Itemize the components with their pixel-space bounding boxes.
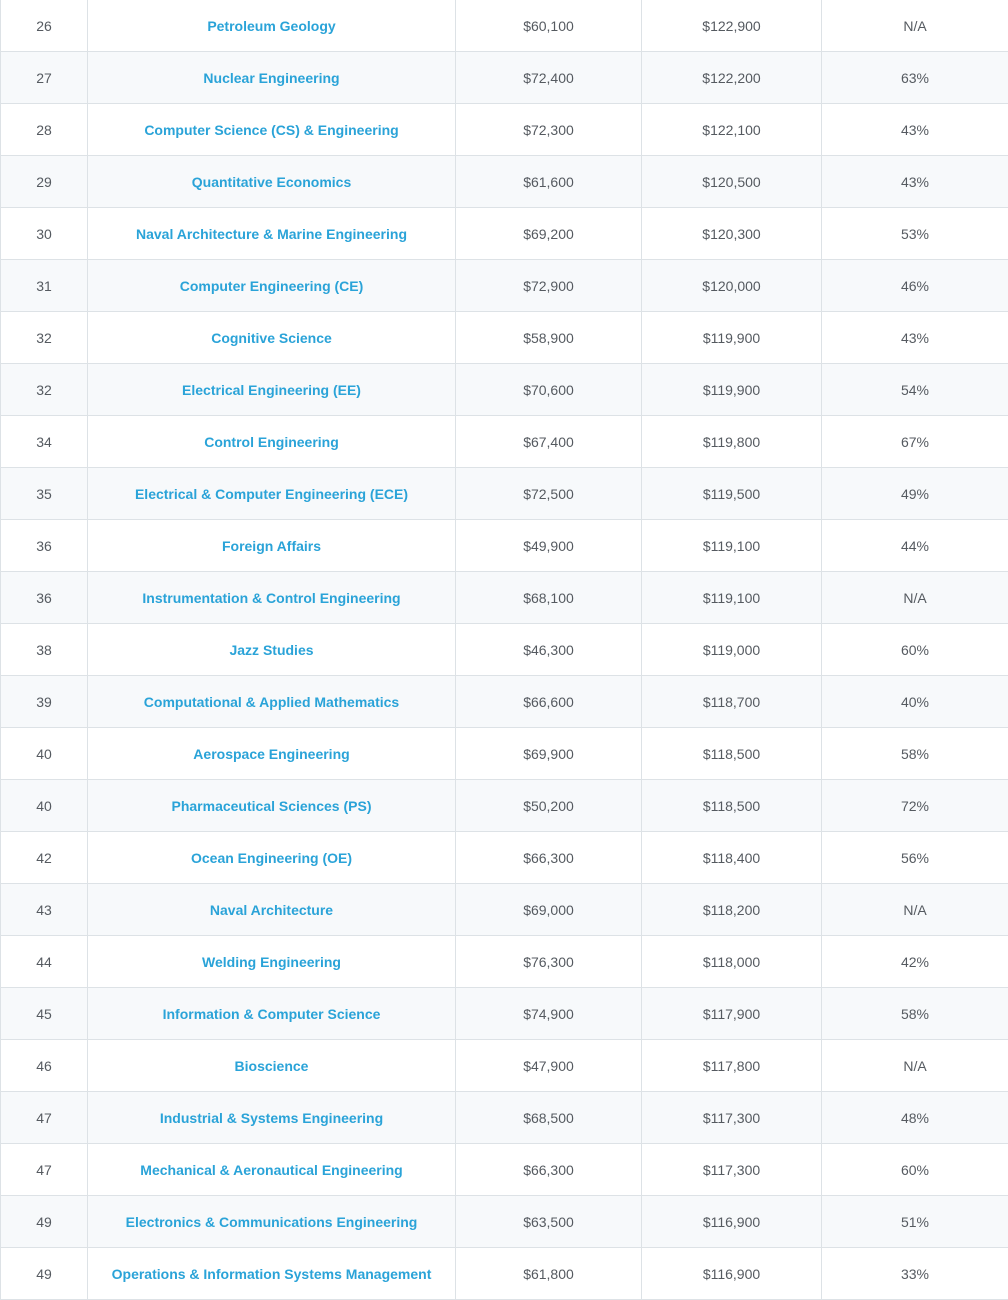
- early-career-pay-cell: $67,400: [456, 416, 642, 467]
- table-row: [1, 780, 1008, 832]
- early-career-pay-cell: $63,500: [456, 1196, 642, 1247]
- early-career-pay-cell: $66,300: [456, 1144, 642, 1195]
- major-cell: [88, 156, 456, 207]
- major-cell: [88, 884, 456, 935]
- high-meaning-cell: 42%: [900, 953, 930, 970]
- early-career-pay-cell: $70,600: [456, 364, 642, 415]
- major-cell: [88, 1196, 456, 1247]
- table-row: [1, 988, 1008, 1040]
- mid-career-pay-cell: $117,900: [642, 988, 822, 1039]
- high-meaning-cell: 56%: [900, 849, 930, 866]
- early-career-pay-cell: $72,300: [456, 104, 642, 155]
- mid-career-pay-cell: $118,200: [642, 884, 822, 935]
- major-cell: [88, 676, 456, 727]
- major-cell: [88, 780, 456, 831]
- mid-career-pay-cell: $118,700: [642, 676, 822, 727]
- early-career-pay-cell: $47,900: [456, 1040, 642, 1091]
- rank-cell: 36: [1, 520, 88, 571]
- major-cell: [88, 0, 456, 51]
- mid-career-pay-cell: $117,300: [642, 1144, 822, 1195]
- mid-career-pay-cell: $120,500: [642, 156, 822, 207]
- high-meaning-cell: 58%: [900, 1005, 930, 1022]
- rank-cell: 29: [1, 156, 88, 207]
- mid-career-pay-cell: $119,800: [642, 416, 822, 467]
- high-meaning-cell: 72%: [900, 797, 930, 814]
- rank-cell: 26: [1, 0, 88, 51]
- early-career-pay-cell: $60,100: [456, 0, 642, 51]
- major-link[interactable]: Aerospace Engineering: [193, 745, 350, 762]
- mid-career-pay-cell: $118,000: [642, 936, 822, 987]
- table-row: [1, 364, 1008, 416]
- high-meaning-cell: N/A: [903, 1057, 927, 1074]
- major-link[interactable]: Ocean Engineering (OE): [190, 849, 353, 866]
- table-row: [1, 156, 1008, 208]
- early-career-pay-cell: $58,900: [456, 312, 642, 363]
- early-career-pay-cell: $72,500: [456, 468, 642, 519]
- table-row: [1, 936, 1008, 988]
- high-meaning-cell: 51%: [900, 1213, 930, 1230]
- major-cell: [88, 832, 456, 883]
- table-row: [1, 1196, 1008, 1248]
- rank-cell: 40: [1, 780, 88, 831]
- high-meaning-cell: 48%: [900, 1109, 930, 1126]
- table-row: [1, 624, 1008, 676]
- major-cell: [88, 624, 456, 675]
- major-link[interactable]: Bioscience: [234, 1057, 309, 1074]
- mid-career-pay-cell: $122,100: [642, 104, 822, 155]
- major-link[interactable]: Cognitive Science: [211, 329, 332, 346]
- early-career-pay-cell: $49,900: [456, 520, 642, 571]
- early-career-pay-cell: $50,200: [456, 780, 642, 831]
- high-meaning-cell: 43%: [900, 173, 930, 190]
- mid-career-pay-cell: $116,900: [642, 1248, 822, 1299]
- major-cell: [88, 468, 456, 519]
- table-row: [1, 312, 1008, 364]
- early-career-pay-cell: $69,200: [456, 208, 642, 259]
- early-career-pay-cell: $72,400: [456, 52, 642, 103]
- table-row: [1, 832, 1008, 884]
- major-cell: [88, 104, 456, 155]
- major-link[interactable]: Pharmaceutical Sciences (PS): [171, 797, 372, 814]
- major-link[interactable]: Welding Engineering: [202, 953, 341, 970]
- table-row: [1, 1248, 1008, 1300]
- major-link[interactable]: Electronics & Communications Engineering: [125, 1213, 418, 1230]
- major-cell: [88, 520, 456, 571]
- mid-career-pay-cell: $119,100: [642, 572, 822, 623]
- major-link[interactable]: Control Engineering: [204, 433, 339, 450]
- rank-cell: 47: [1, 1144, 88, 1195]
- rank-cell: 36: [1, 572, 88, 623]
- early-career-pay-cell: $68,500: [456, 1092, 642, 1143]
- table-row: [1, 0, 1008, 52]
- major-cell: [88, 312, 456, 363]
- early-career-pay-cell: $72,900: [456, 260, 642, 311]
- high-meaning-cell: 60%: [900, 641, 930, 658]
- early-career-pay-cell: $61,800: [456, 1248, 642, 1299]
- rank-cell: 30: [1, 208, 88, 259]
- rank-cell: 46: [1, 1040, 88, 1091]
- rank-cell: 47: [1, 1092, 88, 1143]
- early-career-pay-cell: $76,300: [456, 936, 642, 987]
- rank-cell: 43: [1, 884, 88, 935]
- table-row: [1, 728, 1008, 780]
- table-row: [1, 104, 1008, 156]
- rank-cell: 39: [1, 676, 88, 727]
- high-meaning-cell: 40%: [900, 693, 930, 710]
- high-meaning-cell: N/A: [903, 17, 927, 34]
- major-cell: [88, 1040, 456, 1091]
- major-link[interactable]: Quantitative Economics: [191, 173, 352, 190]
- table-row: [1, 520, 1008, 572]
- high-meaning-cell: 44%: [900, 537, 930, 554]
- early-career-pay-cell: $74,900: [456, 988, 642, 1039]
- mid-career-pay-cell: $119,100: [642, 520, 822, 571]
- high-meaning-cell: 58%: [900, 745, 930, 762]
- major-cell: [88, 1092, 456, 1143]
- major-cell: [88, 260, 456, 311]
- major-link[interactable]: Information & Computer Science: [162, 1005, 381, 1022]
- high-meaning-cell: 43%: [900, 121, 930, 138]
- rank-cell: 28: [1, 104, 88, 155]
- high-meaning-cell: 53%: [900, 225, 930, 242]
- mid-career-pay-cell: $118,400: [642, 832, 822, 883]
- mid-career-pay-cell: $122,900: [642, 0, 822, 51]
- major-cell: [88, 572, 456, 623]
- major-link[interactable]: Operations & Information Systems Management: [111, 1265, 432, 1282]
- early-career-pay-cell: $66,600: [456, 676, 642, 727]
- early-career-pay-cell: $69,900: [456, 728, 642, 779]
- major-cell: [88, 1248, 456, 1299]
- early-career-pay-cell: $68,100: [456, 572, 642, 623]
- mid-career-pay-cell: $117,800: [642, 1040, 822, 1091]
- major-cell: [88, 416, 456, 467]
- mid-career-pay-cell: $119,900: [642, 312, 822, 363]
- rank-cell: 44: [1, 936, 88, 987]
- major-link[interactable]: Naval Architecture & Marine Engineering: [136, 225, 407, 242]
- mid-career-pay-cell: $120,000: [642, 260, 822, 311]
- major-link[interactable]: Nuclear Engineering: [203, 69, 340, 86]
- major-cell: [88, 728, 456, 779]
- table-row: [1, 260, 1008, 312]
- high-meaning-cell: 33%: [900, 1265, 930, 1282]
- rank-cell: 32: [1, 312, 88, 363]
- major-cell: [88, 208, 456, 259]
- high-meaning-cell: 60%: [900, 1161, 930, 1178]
- table-row: [1, 416, 1008, 468]
- major-link[interactable]: Naval Architecture: [209, 901, 334, 918]
- major-link[interactable]: Computer Science (CS) & Engineering: [144, 121, 399, 138]
- major-link[interactable]: Computational & Applied Mathematics: [143, 693, 400, 710]
- table-row: [1, 884, 1008, 936]
- early-career-pay-cell: $46,300: [456, 624, 642, 675]
- rank-cell: 45: [1, 988, 88, 1039]
- mid-career-pay-cell: $120,300: [642, 208, 822, 259]
- major-link[interactable]: Instrumentation & Control Engineering: [142, 589, 401, 606]
- rank-cell: 27: [1, 52, 88, 103]
- mid-career-pay-cell: $122,200: [642, 52, 822, 103]
- table-row: [1, 52, 1008, 104]
- major-cell: [88, 1144, 456, 1195]
- early-career-pay-cell: $69,000: [456, 884, 642, 935]
- major-link[interactable]: Mechanical & Aeronautical Engineering: [140, 1161, 403, 1178]
- high-meaning-cell: N/A: [903, 589, 927, 606]
- table-row: [1, 572, 1008, 624]
- major-link[interactable]: Foreign Affairs: [221, 537, 322, 554]
- table-row: [1, 468, 1008, 520]
- major-link[interactable]: Industrial & Systems Engineering: [159, 1109, 384, 1126]
- major-link[interactable]: Jazz Studies: [229, 641, 314, 658]
- rank-cell: 34: [1, 416, 88, 467]
- rank-cell: 32: [1, 364, 88, 415]
- rank-cell: 38: [1, 624, 88, 675]
- major-link[interactable]: Electrical & Computer Engineering (ECE): [134, 485, 409, 502]
- mid-career-pay-cell: $119,900: [642, 364, 822, 415]
- early-career-pay-cell: $66,300: [456, 832, 642, 883]
- high-meaning-cell: 67%: [900, 433, 930, 450]
- early-career-pay-cell: $61,600: [456, 156, 642, 207]
- high-meaning-cell: 54%: [900, 381, 930, 398]
- major-link[interactable]: Petroleum Geology: [207, 17, 336, 34]
- high-meaning-cell: 63%: [900, 69, 930, 86]
- table-row: [1, 1040, 1008, 1092]
- rank-cell: 35: [1, 468, 88, 519]
- major-cell: [88, 52, 456, 103]
- high-meaning-cell: 49%: [900, 485, 930, 502]
- mid-career-pay-cell: $116,900: [642, 1196, 822, 1247]
- rank-cell: 31: [1, 260, 88, 311]
- rank-cell: 49: [1, 1248, 88, 1299]
- mid-career-pay-cell: $118,500: [642, 780, 822, 831]
- table-row: [1, 1144, 1008, 1196]
- mid-career-pay-cell: $119,500: [642, 468, 822, 519]
- table-row: [1, 208, 1008, 260]
- major-cell: [88, 988, 456, 1039]
- rank-cell: 42: [1, 832, 88, 883]
- rank-cell: 49: [1, 1196, 88, 1247]
- table-row: [1, 676, 1008, 728]
- high-meaning-cell: 43%: [900, 329, 930, 346]
- mid-career-pay-cell: $117,300: [642, 1092, 822, 1143]
- major-cell: [88, 936, 456, 987]
- major-link[interactable]: Computer Engineering (CE): [179, 277, 364, 294]
- high-meaning-cell: 46%: [900, 277, 930, 294]
- table-row: [1, 1092, 1008, 1144]
- rank-cell: 40: [1, 728, 88, 779]
- major-link[interactable]: Electrical Engineering (EE): [182, 381, 361, 398]
- mid-career-pay-cell: $119,000: [642, 624, 822, 675]
- high-meaning-cell: N/A: [903, 901, 927, 918]
- mid-career-pay-cell: $118,500: [642, 728, 822, 779]
- major-cell: [88, 364, 456, 415]
